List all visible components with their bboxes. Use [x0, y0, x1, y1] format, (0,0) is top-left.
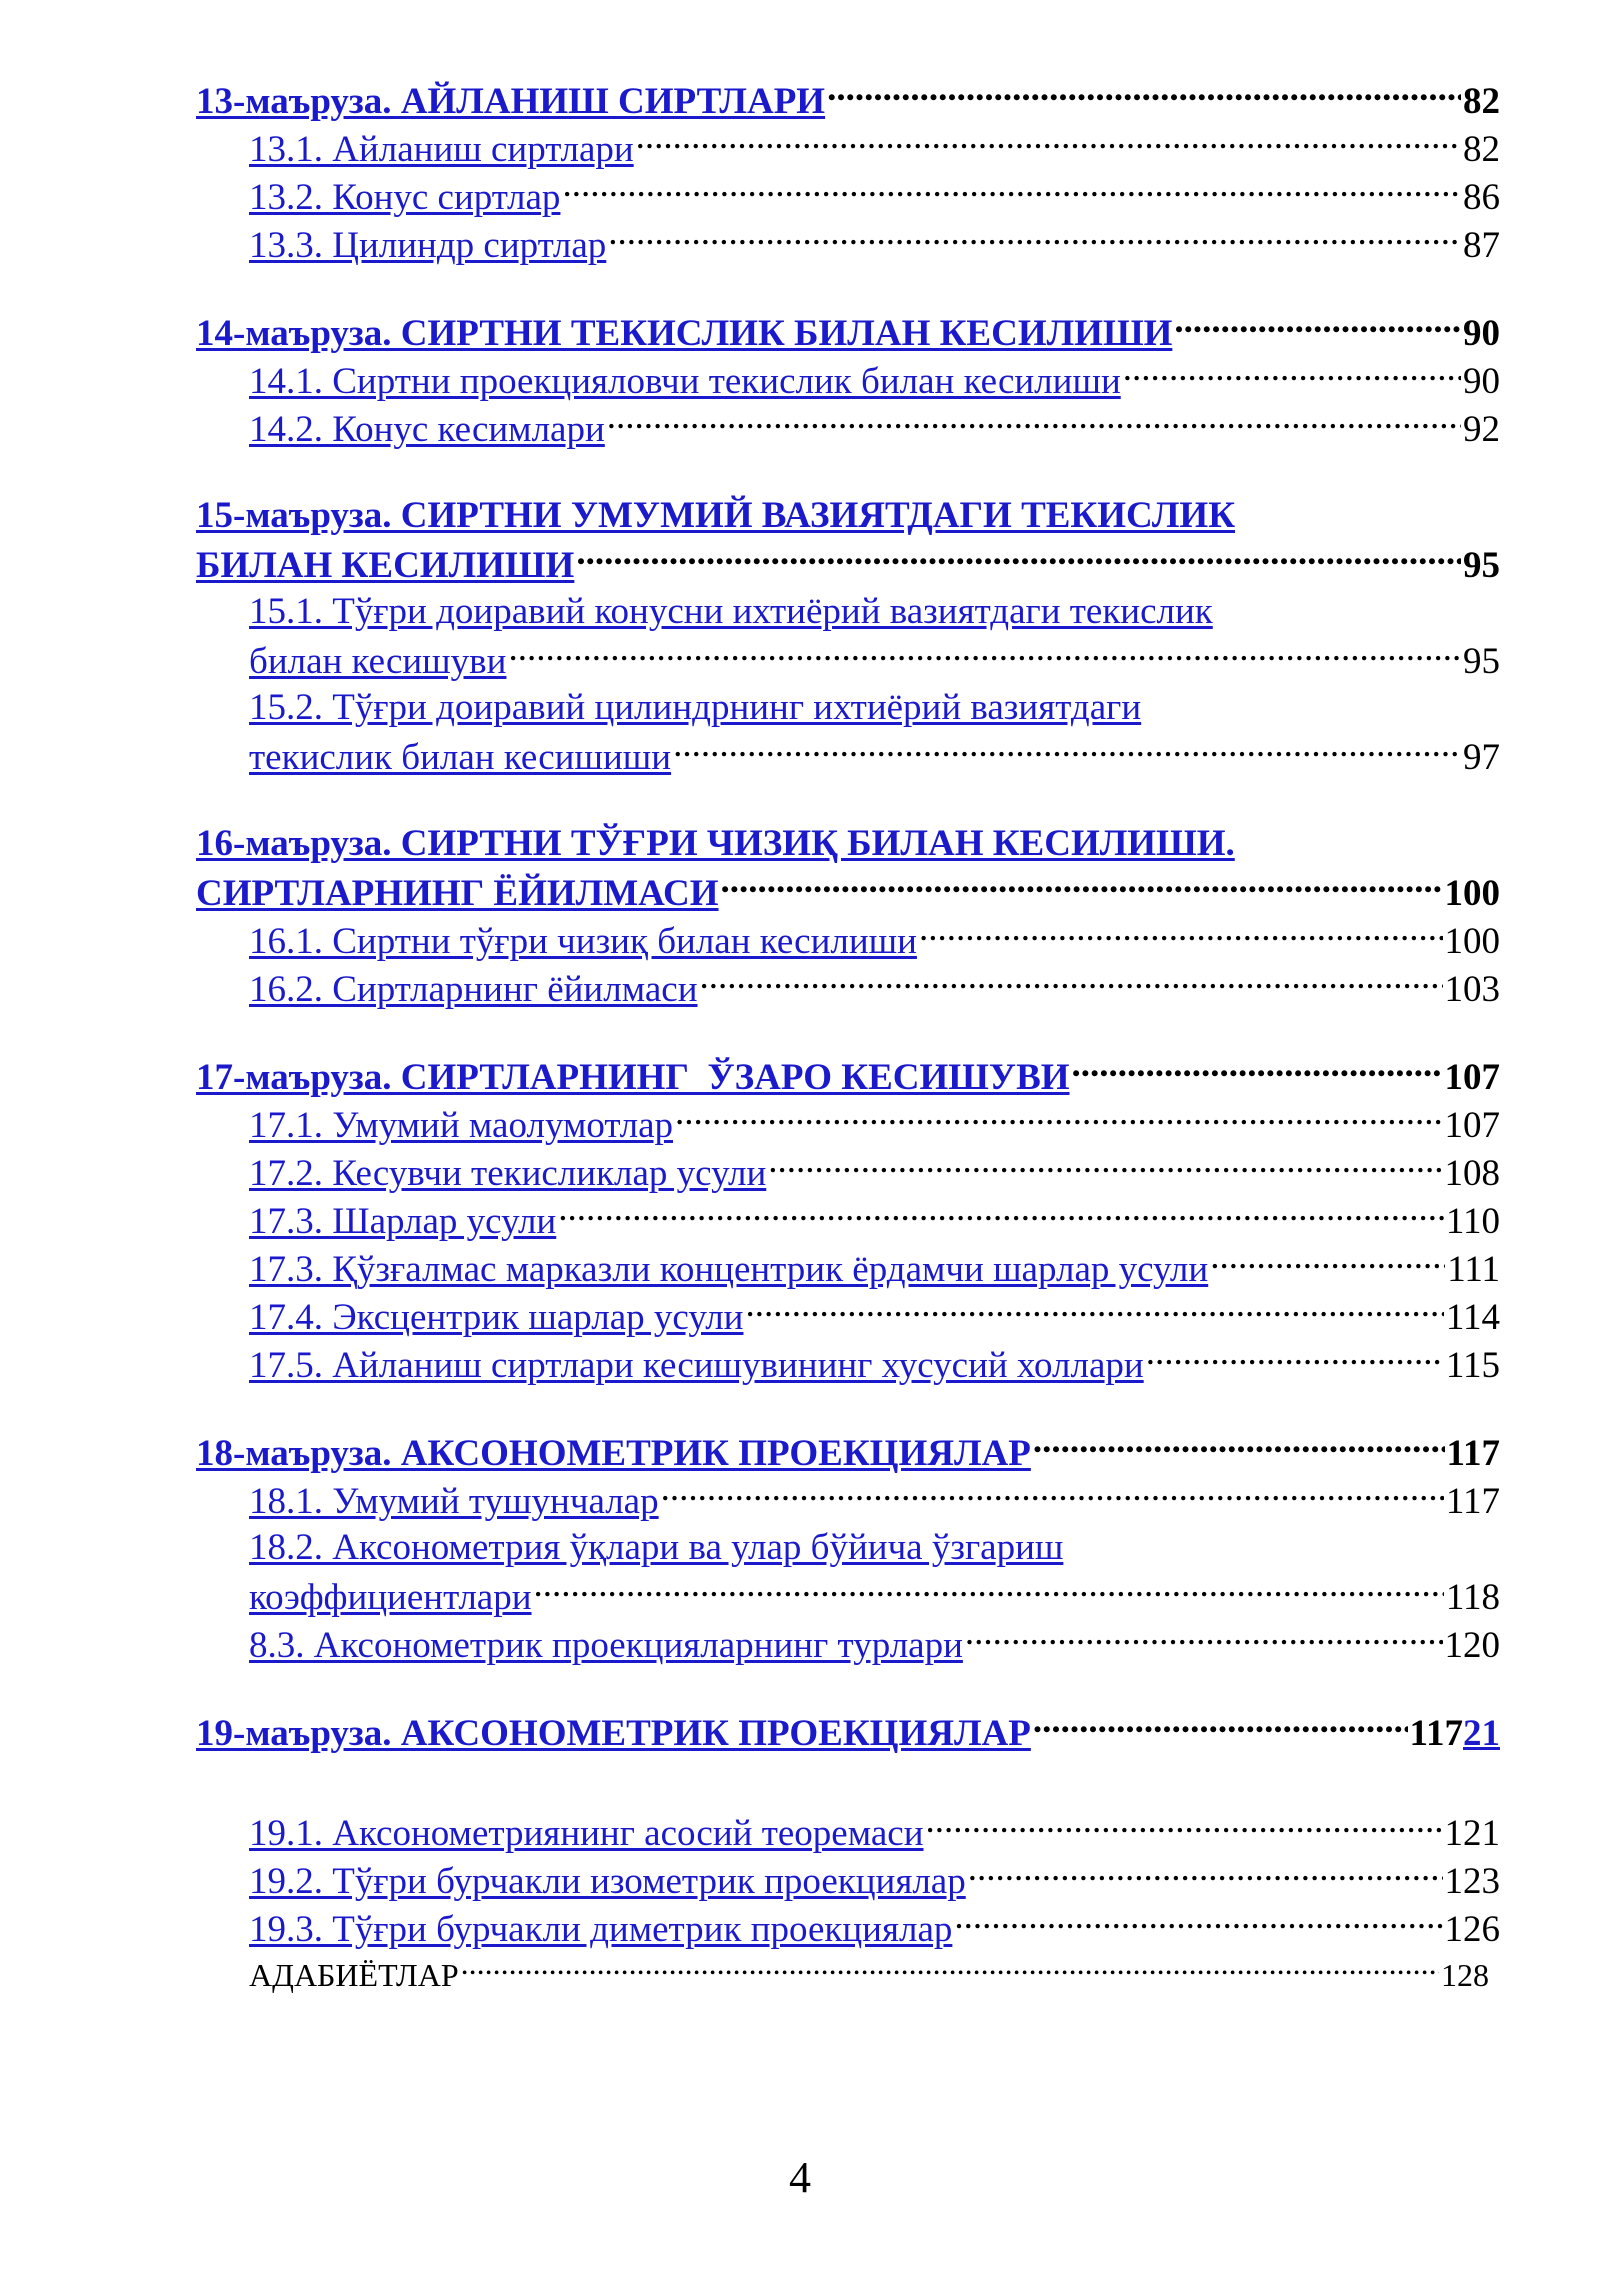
toc-section-16-2[interactable] [196, 964, 1500, 1012]
page-ref: 128 [1441, 1957, 1489, 1993]
section-title[interactable]: 19.1. Аксонометриянинг асосий теоремаси [249, 1813, 924, 1854]
toc-section-17-1[interactable] [196, 1100, 1500, 1148]
toc-section-17-3b[interactable] [196, 1244, 1500, 1292]
toc-section-13-3[interactable] [196, 220, 1500, 268]
dot-leader [827, 76, 1461, 113]
dot-leader [700, 964, 1443, 1001]
page-ref: 100 [1444, 873, 1500, 914]
toc-chapter-14[interactable] [196, 308, 1500, 356]
toc-section-13-1[interactable] [196, 124, 1500, 172]
section-title[interactable]: 17.1. Умумий маолумотлар [249, 1105, 674, 1146]
toc-section-13-2[interactable] [196, 172, 1500, 220]
page-ref: 95 [1463, 545, 1500, 586]
toc-chapter-16[interactable] [196, 868, 1500, 916]
section-title[interactable]: 19.2. Тўғри бурчакли изометрик проекциялар [249, 1861, 966, 1902]
toc-chapter-17[interactable] [196, 1052, 1500, 1100]
dot-leader [954, 1904, 1442, 1941]
dot-leader [721, 868, 1443, 905]
page-ref: 118 [1445, 1577, 1500, 1618]
dot-leader [534, 1572, 1444, 1609]
page-ref: 111 [1447, 1249, 1500, 1290]
dot-leader [461, 1954, 1439, 1986]
toc-chapter-13[interactable] [196, 76, 1500, 124]
toc-section-17-4[interactable] [196, 1292, 1500, 1340]
section-title[interactable]: 8.3. Аксонометрик проекцияларнинг турлари [249, 1625, 963, 1666]
toc-section-19-2[interactable] [196, 1856, 1500, 1904]
section-title[interactable]: коэффициентлари [249, 1577, 532, 1618]
dot-leader [576, 540, 1461, 577]
chapter-title[interactable]: 17-маъруза. СИРТЛАРНИНГ ЎЗАРО КЕСИШУВИ [196, 1057, 1070, 1098]
section-title[interactable]: текислик билан кесишиши [249, 737, 672, 778]
dot-leader [1033, 1708, 1408, 1745]
dot-leader [1072, 1052, 1443, 1089]
page-ref: 100 [1444, 921, 1500, 962]
dot-leader [1210, 1244, 1445, 1281]
toc-section-15-1-line1[interactable]: 15.1. Тўғри доиравий конусни ихтиёрий вазиятдаги текислик [249, 591, 1213, 632]
page-ref: 82 [1463, 81, 1500, 122]
chapter-title[interactable]: 18-маъруза. АКСОНОМЕТРИК ПРОЕКЦИЯЛАР [196, 1433, 1031, 1474]
toc-section-15-1[interactable] [196, 636, 1500, 684]
page-ref: 97 [1463, 737, 1500, 778]
dot-leader [968, 1856, 1443, 1893]
toc-chapter-19[interactable] [196, 1708, 1500, 1756]
toc-chapter-15[interactable] [196, 540, 1500, 588]
chapter-title[interactable]: БИЛАН КЕСИЛИШИ [196, 545, 575, 586]
page-ref: 108 [1444, 1153, 1500, 1194]
toc-section-17-5[interactable] [196, 1340, 1500, 1388]
page-ref: 86 [1463, 177, 1500, 218]
dot-leader [608, 220, 1461, 257]
page-ref: 92 [1463, 409, 1500, 450]
dot-leader [508, 636, 1461, 673]
dot-leader [768, 1148, 1442, 1185]
page-ref: 82 [1463, 129, 1500, 170]
page-ref: 107 [1444, 1105, 1500, 1146]
chapter-title[interactable]: 19-маъруза. АКСОНОМЕТРИК ПРОЕКЦИЯЛАР [196, 1713, 1031, 1754]
toc-section-15-2-line1[interactable]: 15.2. Тўғри доиравий цилиндрнинг ихтиёрий вазиятдаги [249, 687, 1142, 728]
page-number: 4 [789, 2153, 811, 2202]
toc-section-19-1[interactable] [196, 1808, 1500, 1856]
section-title[interactable]: 17.3. Қўзғалмас марказли концентрик ёрдамчи шарлар усули [249, 1249, 1209, 1290]
dot-leader [1123, 356, 1461, 393]
dot-leader [673, 732, 1461, 769]
page-ref: 115 [1445, 1345, 1500, 1386]
toc-section-18-1[interactable] [196, 1476, 1500, 1524]
page-ref: 126 [1444, 1909, 1500, 1950]
toc-section-18-2-line1[interactable]: 18.2. Аксонометрия ўқлари ва улар бўйича ўзгариш [249, 1527, 1064, 1568]
section-title[interactable]: 13.1. Айланиш сиртлари [249, 129, 634, 170]
page-ref: 107 [1444, 1057, 1500, 1098]
dot-leader [919, 916, 1443, 953]
dot-leader [1033, 1428, 1445, 1465]
toc-section-19-3[interactable] [196, 1904, 1500, 1952]
section-title[interactable]: 14.2. Конус кесимлари [249, 409, 605, 450]
toc-section-17-2[interactable] [196, 1148, 1500, 1196]
toc-section-18-2[interactable] [196, 1572, 1500, 1620]
page-ref: 120 [1444, 1625, 1500, 1666]
page-ref: 114 [1445, 1297, 1500, 1338]
section-title[interactable]: 16.2. Сиртларнинг ёйилмаси [249, 969, 698, 1010]
section-title[interactable]: 17.4. Эксцентрик шарлар усули [249, 1297, 744, 1338]
toc-section-15-2[interactable] [196, 732, 1500, 780]
chapter-title[interactable]: 13-маъруза. АЙЛАНИШ СИРТЛАРИ [196, 81, 826, 122]
dot-leader [607, 404, 1461, 441]
section-title[interactable]: 17.3. Шарлар усули [249, 1201, 557, 1242]
page-ref: 117 [1445, 1481, 1500, 1522]
page-ref: 87 [1463, 225, 1500, 266]
section-title[interactable]: билан кесишуви [249, 641, 507, 682]
dot-leader [1174, 308, 1461, 345]
section-title[interactable]: 17.2. Кесувчи текисликлар усули [249, 1153, 767, 1194]
section-title[interactable]: 17.5. Айланиш сиртлари кесишувининг хусусий холлари [249, 1345, 1144, 1386]
page-ref-prefix: 117 [1409, 1713, 1463, 1754]
dot-leader [675, 1100, 1442, 1137]
section-title[interactable]: 19.3. Тўғри бурчакли диметрик проекциялар [249, 1909, 953, 1950]
page-ref: 117 [1446, 1433, 1500, 1474]
page-ref: 95 [1463, 641, 1500, 682]
toc-section-17-3[interactable] [196, 1196, 1500, 1244]
toc-bibliography [196, 1952, 1489, 1998]
table-of-contents [196, 76, 1500, 1998]
page-ref: 123 [1444, 1861, 1500, 1902]
toc-section-16-1[interactable] [196, 916, 1500, 964]
bibliography-title: АДАБИЁТЛАР [249, 1957, 459, 1993]
section-title[interactable]: 18.1. Умумий тушунчалар [249, 1481, 659, 1522]
chapter-title[interactable]: 14-маъруза. СИРТНИ ТЕКИСЛИК БИЛАН КЕСИЛИШИ [196, 313, 1173, 354]
toc-section-14-1[interactable] [196, 356, 1500, 404]
section-title[interactable]: 13.3. Цилиндр сиртлар [249, 225, 607, 266]
section-title[interactable]: 14.1. Сиртни проекцияловчи текислик билан кесилиши [249, 361, 1121, 402]
dot-leader [661, 1476, 1444, 1513]
page-ref: 90 [1463, 361, 1500, 402]
dot-leader [1146, 1340, 1444, 1377]
page-ref: 121 [1444, 1813, 1500, 1854]
page-ref: 90 [1463, 313, 1500, 354]
chapter-title[interactable]: СИРТЛАРНИНГ ЁЙИЛМАСИ [196, 873, 719, 914]
dot-leader [745, 1292, 1443, 1329]
page-ref: 110 [1445, 1201, 1500, 1242]
dot-leader [965, 1620, 1443, 1657]
section-title[interactable]: 16.1. Сиртни тўғри чизиқ билан кесилиши [249, 921, 917, 962]
dot-leader [636, 124, 1461, 161]
section-title[interactable]: 13.2. Конус сиртлар [249, 177, 561, 218]
dot-leader [926, 1808, 1443, 1845]
dot-leader [562, 172, 1461, 209]
page-ref: 103 [1444, 969, 1500, 1010]
toc-chapter-16-line1[interactable]: 16-маъруза. СИРТНИ ТЎҒРИ ЧИЗИҚ БИЛАН КЕСИЛИШИ. [196, 823, 1235, 864]
toc-section-14-2[interactable] [196, 404, 1500, 452]
dot-leader [558, 1196, 1444, 1233]
toc-chapter-15-line1[interactable]: 15-маъруза. СИРТНИ УМУМИЙ ВАЗИЯТДАГИ ТЕКИСЛИК [196, 495, 1236, 536]
toc-chapter-18[interactable] [196, 1428, 1500, 1476]
page-ref-link[interactable]: 21 [1463, 1713, 1500, 1754]
toc-section-18-3[interactable] [196, 1620, 1500, 1668]
page-ref [1410, 1710, 1500, 1758]
